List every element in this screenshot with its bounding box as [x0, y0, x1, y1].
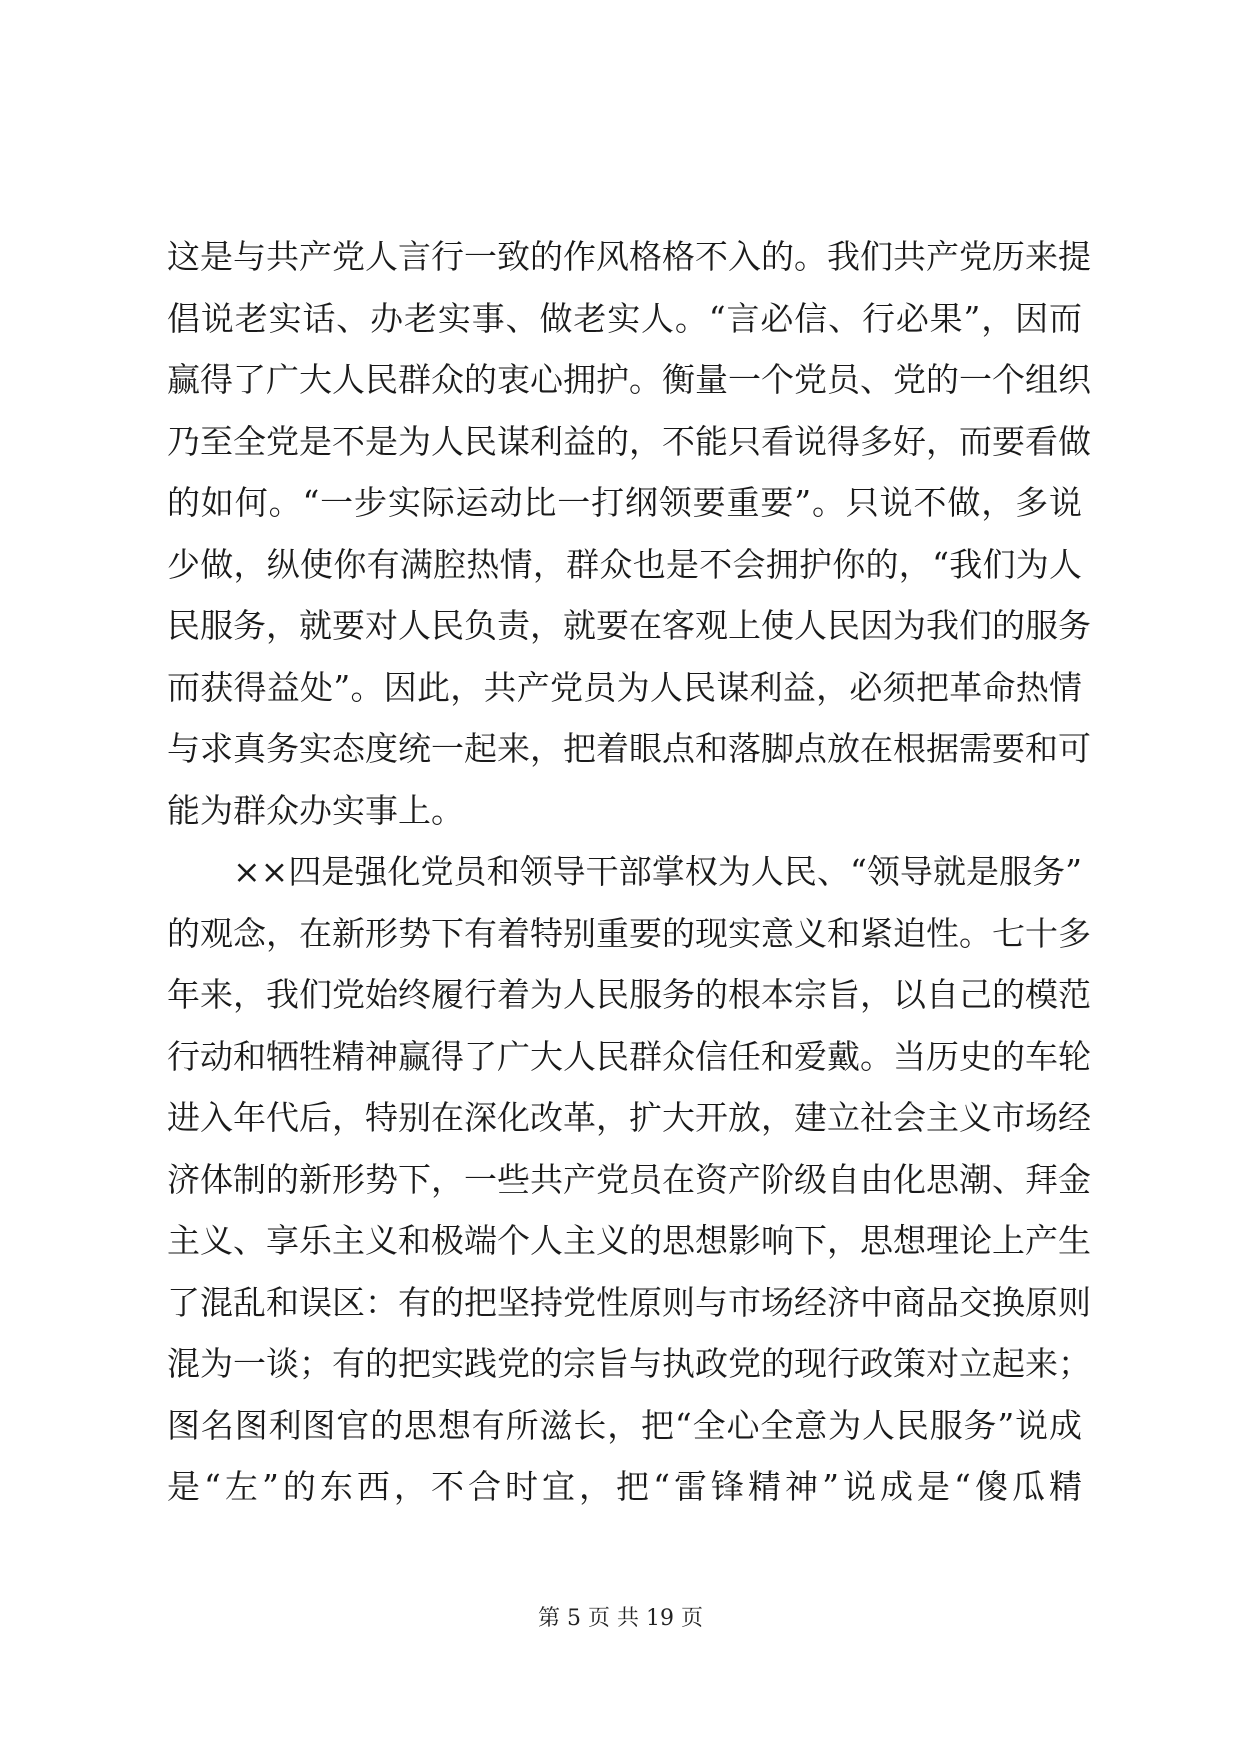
text-line: 少做，纵使你有满腔热情，群众也是不会拥护你的，“我们为人 [167, 544, 1082, 584]
text-line: 这是与共产党人言行一致的作风格格不入的。我们共产党历来提 [167, 237, 1091, 276]
text-line: 济体制的新形势下，一些共产党员在资产阶级自由化思潮、拜金 [167, 1159, 1091, 1199]
text-line: 而获得益处”。因此，共产党员为人民谋利益，必须把革命热情 [167, 667, 1082, 707]
text-line: 是“左”的东西，不合时宜，把“雷锋精神”说成是“傻瓜精 [167, 1467, 1082, 1506]
text-line: 与求真务实态度统一起来，把着眼点和落脚点放在根据需要和可 [167, 729, 1091, 768]
text-line: 了混乱和误区：有的把坚持党性原则与市场经济中商品交换原则 [167, 1282, 1091, 1322]
body-text [167, 226, 1091, 1518]
text-line: 赢得了广大人民群众的衷心拥护。衡量一个党员、党的一个组织 [167, 360, 1091, 399]
paragraph-1 [167, 226, 1091, 841]
text-line: 的观念，在新形势下有着特别重要的现实意义和紧迫性。七十多 [167, 913, 1091, 953]
text-line: 乃至全党是不是为人民谋利益的，不能只看说得多好，而要看做 [167, 421, 1091, 461]
page-footer [0, 1604, 1241, 1634]
paragraph-2 [167, 841, 1091, 1518]
text-line: 混为一谈；有的把实践党的宗旨与执政党的现行政策对立起来； [167, 1344, 1091, 1383]
text-line: 年来，我们党始终履行着为人民服务的根本宗旨，以自己的模范 [167, 975, 1091, 1014]
text-line: ××四是强化党员和领导干部掌权为人民、“领导就是服务” [233, 852, 1082, 891]
text-line: 主义、享乐主义和极端个人主义的思想影响下，思想理论上产生 [167, 1221, 1091, 1260]
text-line: 民服务，就要对人民负责，就要在客观上使人民因为我们的服务 [167, 606, 1091, 645]
page-number-label: 第 5 页 共 19 页 [538, 1606, 703, 1631]
text-line: 图名图利图官的思想有所滋长，把“全心全意为人民服务”说成 [167, 1405, 1082, 1445]
text-line: 行动和牺牲精神赢得了广大人民群众信任和爱戴。当历史的车轮 [167, 1036, 1091, 1076]
text-line: 进入年代后，特别在深化改革，扩大开放，建立社会主义市场经 [167, 1098, 1091, 1137]
text-line: 能为群众办实事上。 [167, 790, 464, 830]
text-line: 的如何。“一步实际运动比一打纲领要重要”。只说不做，多说 [167, 483, 1082, 522]
text-line: 倡说老实话、办老实事、做老实人。“言必信、行必果”，因而 [167, 298, 1082, 338]
